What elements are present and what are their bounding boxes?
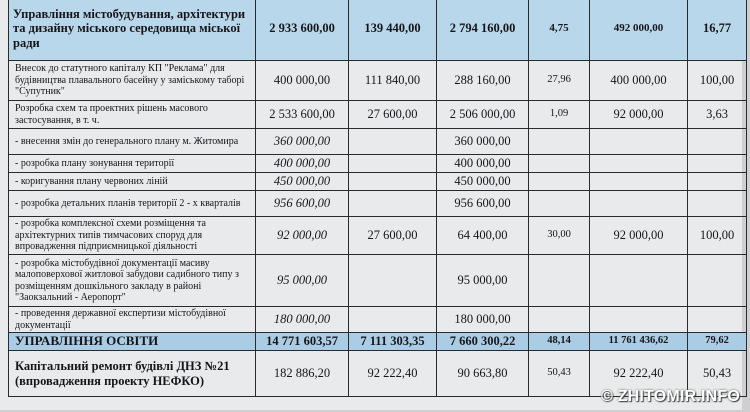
cell-remainder: 64 400,00 xyxy=(437,217,529,255)
cell-remainder: 288 160,00 xyxy=(437,61,529,101)
cell-amount xyxy=(590,173,688,191)
cell-plan: 2 533 600,00 xyxy=(256,101,349,129)
cell-percent xyxy=(529,191,590,217)
cell-percent: 50,43 xyxy=(529,351,590,397)
cell-percent: 4,75 xyxy=(529,0,590,61)
cell-remainder: 180 000,00 xyxy=(437,307,529,333)
cell-percent-2 xyxy=(688,191,747,217)
cell-plan: 400 000,00 xyxy=(256,155,349,173)
cell-actual xyxy=(349,255,437,307)
cell-actual xyxy=(349,129,437,155)
cell-percent: 1,09 xyxy=(529,101,590,129)
cell-remainder: 2 794 160,00 xyxy=(437,0,529,61)
cell-percent-2: 79,62 xyxy=(688,333,747,351)
cell-amount xyxy=(590,307,688,333)
cell-remainder: 450 000,00 xyxy=(437,173,529,191)
cell-actual xyxy=(349,173,437,191)
cell-amount xyxy=(590,155,688,173)
cell-amount: 92 000,00 xyxy=(590,101,688,129)
cell-percent: 30,00 xyxy=(529,217,590,255)
cell-percent-2: 100,00 xyxy=(688,217,747,255)
row-name: - розробка комплексної схеми розміщення та архітектурних типів тимчасових споруд для впровадження підприємницької діяльності xyxy=(9,217,256,255)
table-row xyxy=(9,217,747,255)
cell-actual xyxy=(349,155,437,173)
cell-amount xyxy=(590,255,688,307)
cell-percent-2 xyxy=(688,173,747,191)
cell-actual xyxy=(349,307,437,333)
cell-remainder: 2 506 000,00 xyxy=(437,101,529,129)
cell-remainder: 956 600,00 xyxy=(437,191,529,217)
cell-percent xyxy=(529,155,590,173)
cell-plan: 182 886,20 xyxy=(256,351,349,397)
cell-plan: 956 600,00 xyxy=(256,191,349,217)
cell-percent-2 xyxy=(688,307,747,333)
cell-percent: 27,96 xyxy=(529,61,590,101)
cell-plan: 400 000,00 xyxy=(256,61,349,101)
cell-actual: 7 111 303,35 xyxy=(349,333,437,351)
cell-remainder: 95 000,00 xyxy=(437,255,529,307)
cell-percent-2: 50,43 xyxy=(688,351,747,397)
cell-plan: 14 771 603,57 xyxy=(256,333,349,351)
row-name: - коригування плану червоних ліній xyxy=(9,173,256,191)
row-name: - розробка містобудівної документації масиву малоповерхової житлової забудови садибного типу з розміщенням дошкільного закладу в районі "Заокзальний - Аеропорт" xyxy=(9,255,256,307)
table-row xyxy=(9,155,747,173)
cell-percent-2: 16,77 xyxy=(688,0,747,61)
cell-plan: 450 000,00 xyxy=(256,173,349,191)
row-name: - внесення змін до генерального плану м. Житомира xyxy=(9,129,256,155)
cell-amount: 92 222,40 xyxy=(590,351,688,397)
cell-percent-2 xyxy=(688,155,747,173)
cell-percent xyxy=(529,255,590,307)
cell-amount xyxy=(590,129,688,155)
cell-percent xyxy=(529,307,590,333)
table-row xyxy=(9,307,747,333)
cell-percent-2 xyxy=(688,129,747,155)
table-row xyxy=(9,255,747,307)
table-row xyxy=(9,333,747,351)
cell-actual: 92 222,40 xyxy=(349,351,437,397)
cell-percent-2: 100,00 xyxy=(688,61,747,101)
row-name: - проведення державної експертизи містобудівної документації xyxy=(9,307,256,333)
table-row xyxy=(9,0,747,61)
cell-plan: 2 933 600,00 xyxy=(256,0,349,61)
row-name: Управління містобудування, архітектури та дизайну міського середовища міської ради xyxy=(9,0,256,61)
cell-actual: 27 600,00 xyxy=(349,217,437,255)
row-name: - розробка детальних планів території 2 - х кварталів xyxy=(9,191,256,217)
cell-actual: 139 440,00 xyxy=(349,0,437,61)
cell-remainder: 7 660 300,22 xyxy=(437,333,529,351)
site-watermark: © ZHITOMIR.INFO xyxy=(601,388,740,405)
cell-amount: 400 000,00 xyxy=(590,61,688,101)
cell-percent: 48,14 xyxy=(529,333,590,351)
row-name: - розробка плану зонування території xyxy=(9,155,256,173)
cell-amount xyxy=(590,191,688,217)
cell-percent xyxy=(529,129,590,155)
cell-amount: 492 000,00 xyxy=(590,0,688,61)
cell-plan: 180 000,00 xyxy=(256,307,349,333)
cell-actual xyxy=(349,191,437,217)
row-name: Внесок до статутного капіталу КП "Реклама" для будівництва плавального басейну у заміському таборі "Супутник" xyxy=(9,61,256,101)
cell-amount: 92 000,00 xyxy=(590,217,688,255)
cell-actual: 27 600,00 xyxy=(349,101,437,129)
cell-amount: 11 761 436,62 xyxy=(590,333,688,351)
cell-remainder: 400 000,00 xyxy=(437,155,529,173)
budget-table xyxy=(8,0,747,397)
cell-remainder: 90 663,80 xyxy=(437,351,529,397)
table-row xyxy=(9,61,747,101)
cell-percent-2: 3,63 xyxy=(688,101,747,129)
table-row xyxy=(9,173,747,191)
row-name: Розробка схем та проектних рішень масового застосування, в т. ч. xyxy=(9,101,256,129)
row-name: Капітальний ремонт будівлі ДНЗ №21 (впровадження проекту НЕФКО) xyxy=(9,351,256,397)
table-row xyxy=(9,101,747,129)
cell-remainder: 360 000,00 xyxy=(437,129,529,155)
cell-percent-2 xyxy=(688,255,747,307)
table-row xyxy=(9,191,747,217)
table-row xyxy=(9,129,747,155)
cell-actual: 111 840,00 xyxy=(349,61,437,101)
cell-plan: 95 000,00 xyxy=(256,255,349,307)
cell-percent xyxy=(529,173,590,191)
row-name: УПРАВЛІННЯ ОСВІТИ xyxy=(9,333,256,351)
cell-plan: 92 000,00 xyxy=(256,217,349,255)
cell-plan: 360 000,00 xyxy=(256,129,349,155)
